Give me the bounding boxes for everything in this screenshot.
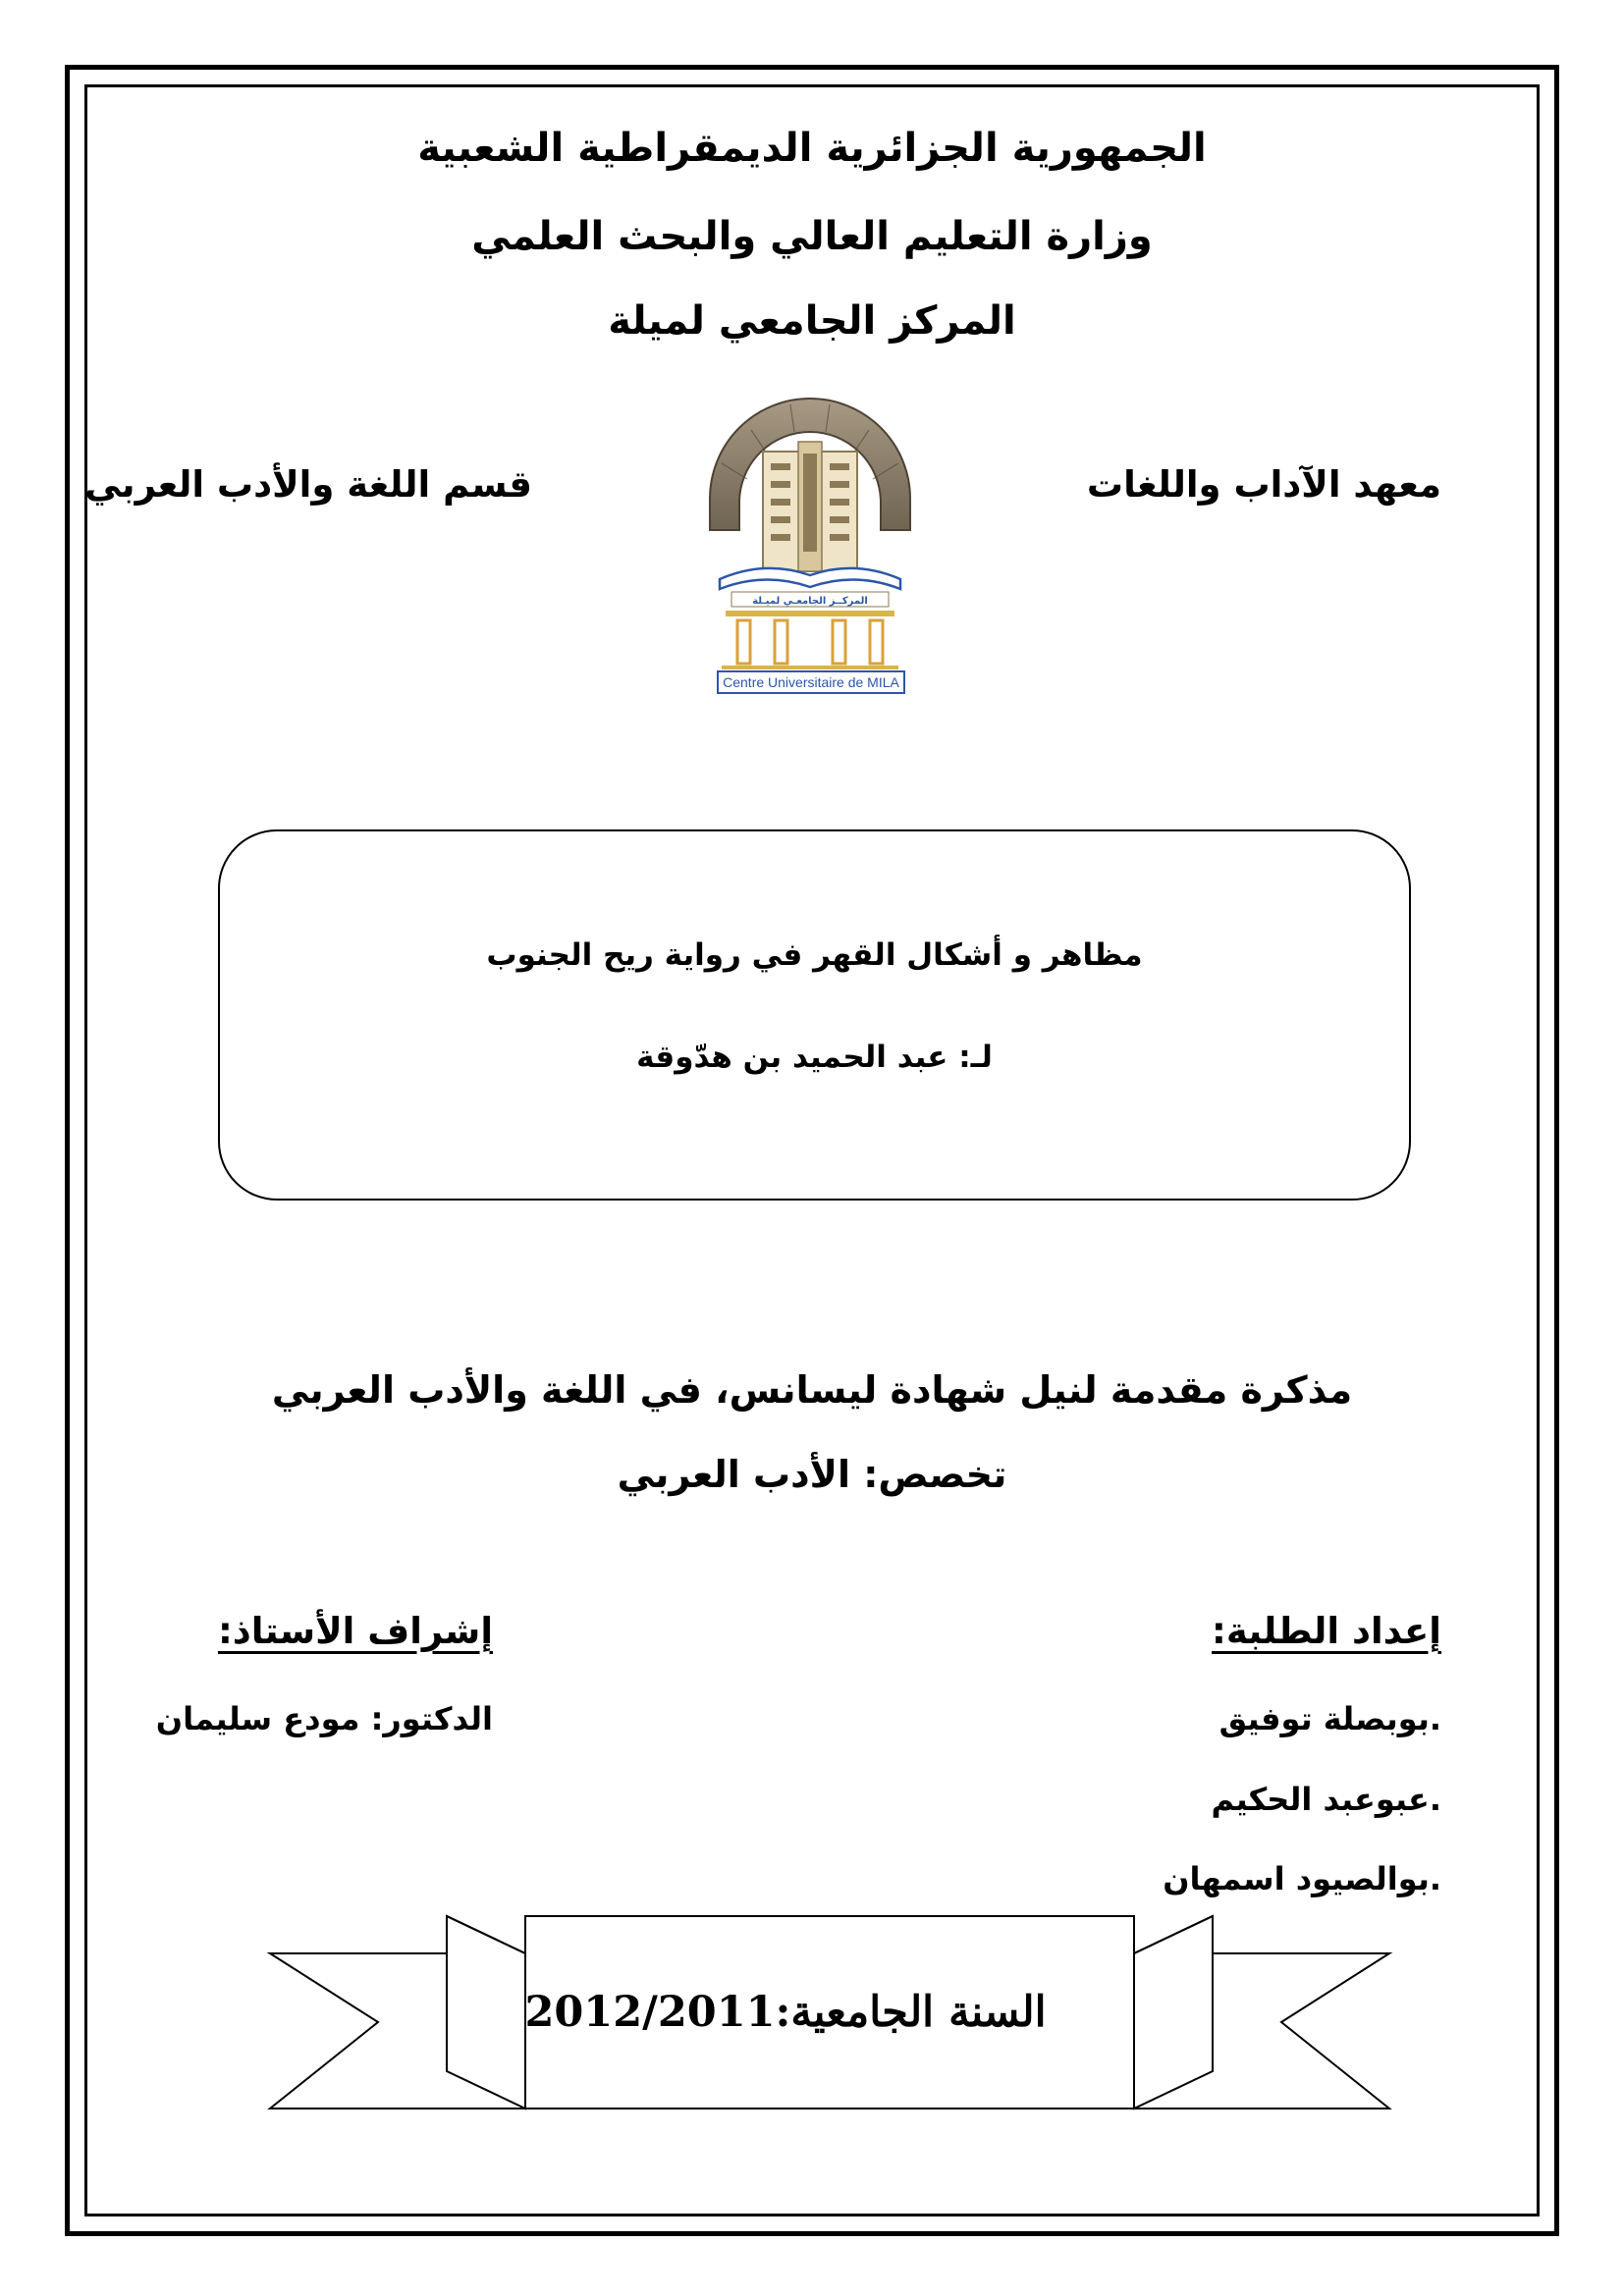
- students-heading: إعداد الطلبة:: [1212, 1610, 1441, 1652]
- student-name: .عبوعبد الحكيم: [1211, 1781, 1441, 1818]
- student-name: .بوبصلة توفيق: [1218, 1700, 1441, 1737]
- university-logo: [692, 393, 928, 697]
- student-name: .بوالصيود اسمهان: [1163, 1860, 1441, 1897]
- supervisor-name: الدكتور: مودع سليمان: [155, 1700, 493, 1737]
- logo-arabic-text: المركــز الجامعـي لميـلة: [752, 596, 868, 607]
- department-label: قسم اللغة والأدب العربي: [84, 463, 532, 506]
- logo-latin-text: Centre Universitaire de MILA: [723, 674, 899, 690]
- thesis-author: لـ: عبد الحميد بن هدّوقة: [636, 1040, 993, 1075]
- republic-heading: الجمهورية الجزائرية الديمقراطية الشعبية: [417, 126, 1207, 171]
- institute-label: معهد الآداب واللغات: [1086, 463, 1441, 506]
- ministry-heading: وزارة التعليم العالي والبحث العلمي: [471, 214, 1153, 259]
- thesis-title-box: [218, 829, 1411, 1201]
- university-center-heading: المركز الجامعي لميلة: [608, 298, 1016, 344]
- specialty-line: تخصص: الأدب العربي: [617, 1453, 1007, 1496]
- memo-statement: مذكرة مقدمة لنيل شهادة ليسانس، في اللغة والأدب العربي: [271, 1368, 1353, 1412]
- academic-year: السنة الجامعية:2012/2011: [524, 1988, 1047, 2037]
- supervisor-heading: إشراف الأستاذ:: [217, 1610, 493, 1652]
- thesis-title: مظاهر و أشكال القهر في رواية ريح الجنوب: [486, 937, 1143, 973]
